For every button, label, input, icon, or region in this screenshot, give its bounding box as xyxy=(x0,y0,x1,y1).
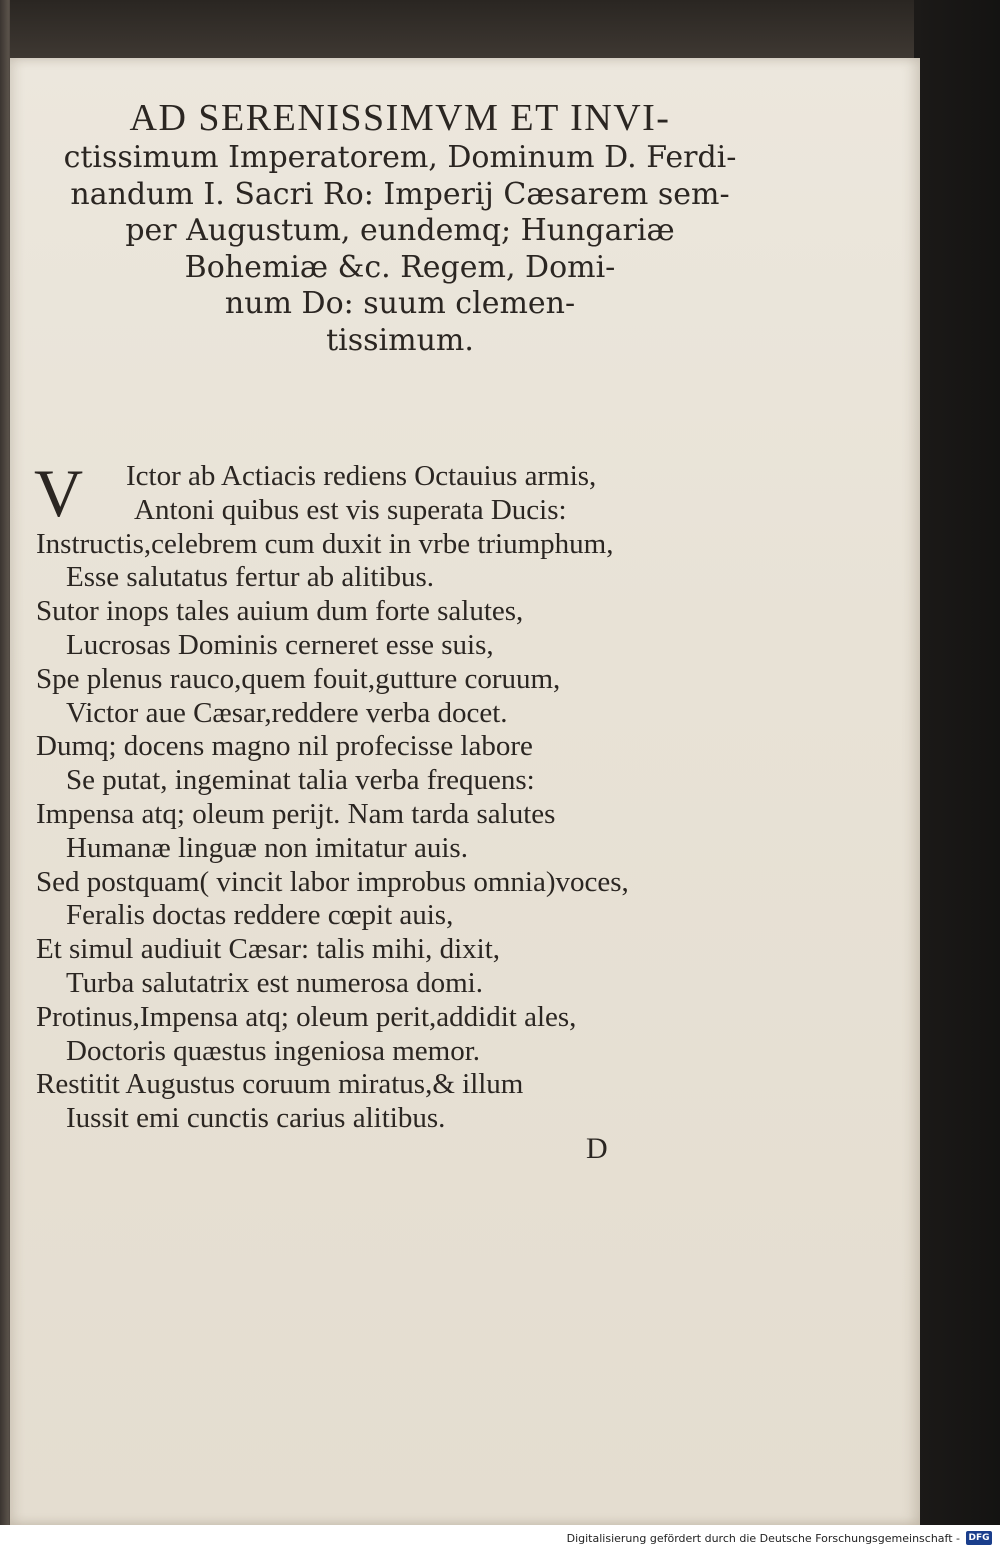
footer-credit: Digitalisierung gefördert durch die Deutsche Forschungsgemeinschaft - xyxy=(566,1532,960,1545)
poem-line: Instructis,celebrem cum duxit in vrbe triumphum, xyxy=(36,527,614,560)
heading-line-4: per Augustum, eundemq; Hungariæ xyxy=(125,213,675,248)
poem-line: Se putat, ingeminat talia verba frequens: xyxy=(66,764,535,797)
poem-line: Esse salutatus fertur ab alitibus. xyxy=(66,561,435,594)
digitization-footer xyxy=(0,1525,1000,1549)
heading-line-2: ctissimum Imperatorem, Dominum D. Ferdi- xyxy=(63,140,737,175)
poem-body xyxy=(30,455,770,1136)
poem-line: Victor aue Cæsar,reddere verba docet. xyxy=(66,696,508,729)
poem-line-first: Ictor ab Actiacis rediens Octauius armis, xyxy=(126,460,597,492)
heading-line-5: Bohemiæ &c. Regem, Domi- xyxy=(184,249,616,285)
poem-line: Sed postquam( vincit labor improbus omnia)voces, xyxy=(36,865,629,898)
poem-line: Humanæ linguæ non imitatur auis. xyxy=(66,831,468,864)
catchword: D xyxy=(586,1132,608,1165)
poem-line: Spe plenus rauco,quem fouit,gutture coruum, xyxy=(36,662,561,695)
heading-line-3: nandum I. Sacri Ro: Imperij Cæsarem sem- xyxy=(70,176,730,212)
poem-line: Protinus,Impensa atq; oleum perit,addidit ales, xyxy=(36,1000,577,1033)
poem-line: Lucrosas Dominis cerneret esse suis, xyxy=(66,628,494,661)
heading-line-7: tissimum. xyxy=(326,322,474,358)
page-top-shadow xyxy=(10,0,920,58)
poem-line: Et simul audiuit Cæsar: talis mihi, dixit, xyxy=(36,933,500,966)
heading-line-1: AD SERENISSIMVM ET INVI- xyxy=(129,97,671,139)
heading-line-6: num Do: suum clemen- xyxy=(224,286,576,321)
poem-line: Sutor inops tales auium dum forte salutes, xyxy=(36,595,524,628)
poem-line: Feralis doctas reddere cœpit auis, xyxy=(66,899,454,932)
scan-background-right xyxy=(914,0,1000,1525)
poem-line: Turba salutatrix est numerosa domi. xyxy=(66,966,483,999)
poem-line: Impensa atq; oleum perijt. Nam tarda salutes xyxy=(36,797,556,830)
poem-line: Restitit Augustus coruum miratus,& illum xyxy=(36,1068,524,1101)
drop-capital: V xyxy=(34,455,84,531)
poem-line: Doctoris quæstus ingeniosa memor. xyxy=(66,1034,481,1067)
poem-line: Iussit emi cunctis carius alitibus. xyxy=(66,1102,446,1135)
poem-line: Dumq; docens magno nil profecisse labore xyxy=(36,730,533,763)
dfg-logo-icon: DFG xyxy=(966,1531,992,1545)
dedication-heading xyxy=(30,96,770,359)
poem-line-second: Antoni quibus est vis superata Ducis: xyxy=(134,493,567,526)
